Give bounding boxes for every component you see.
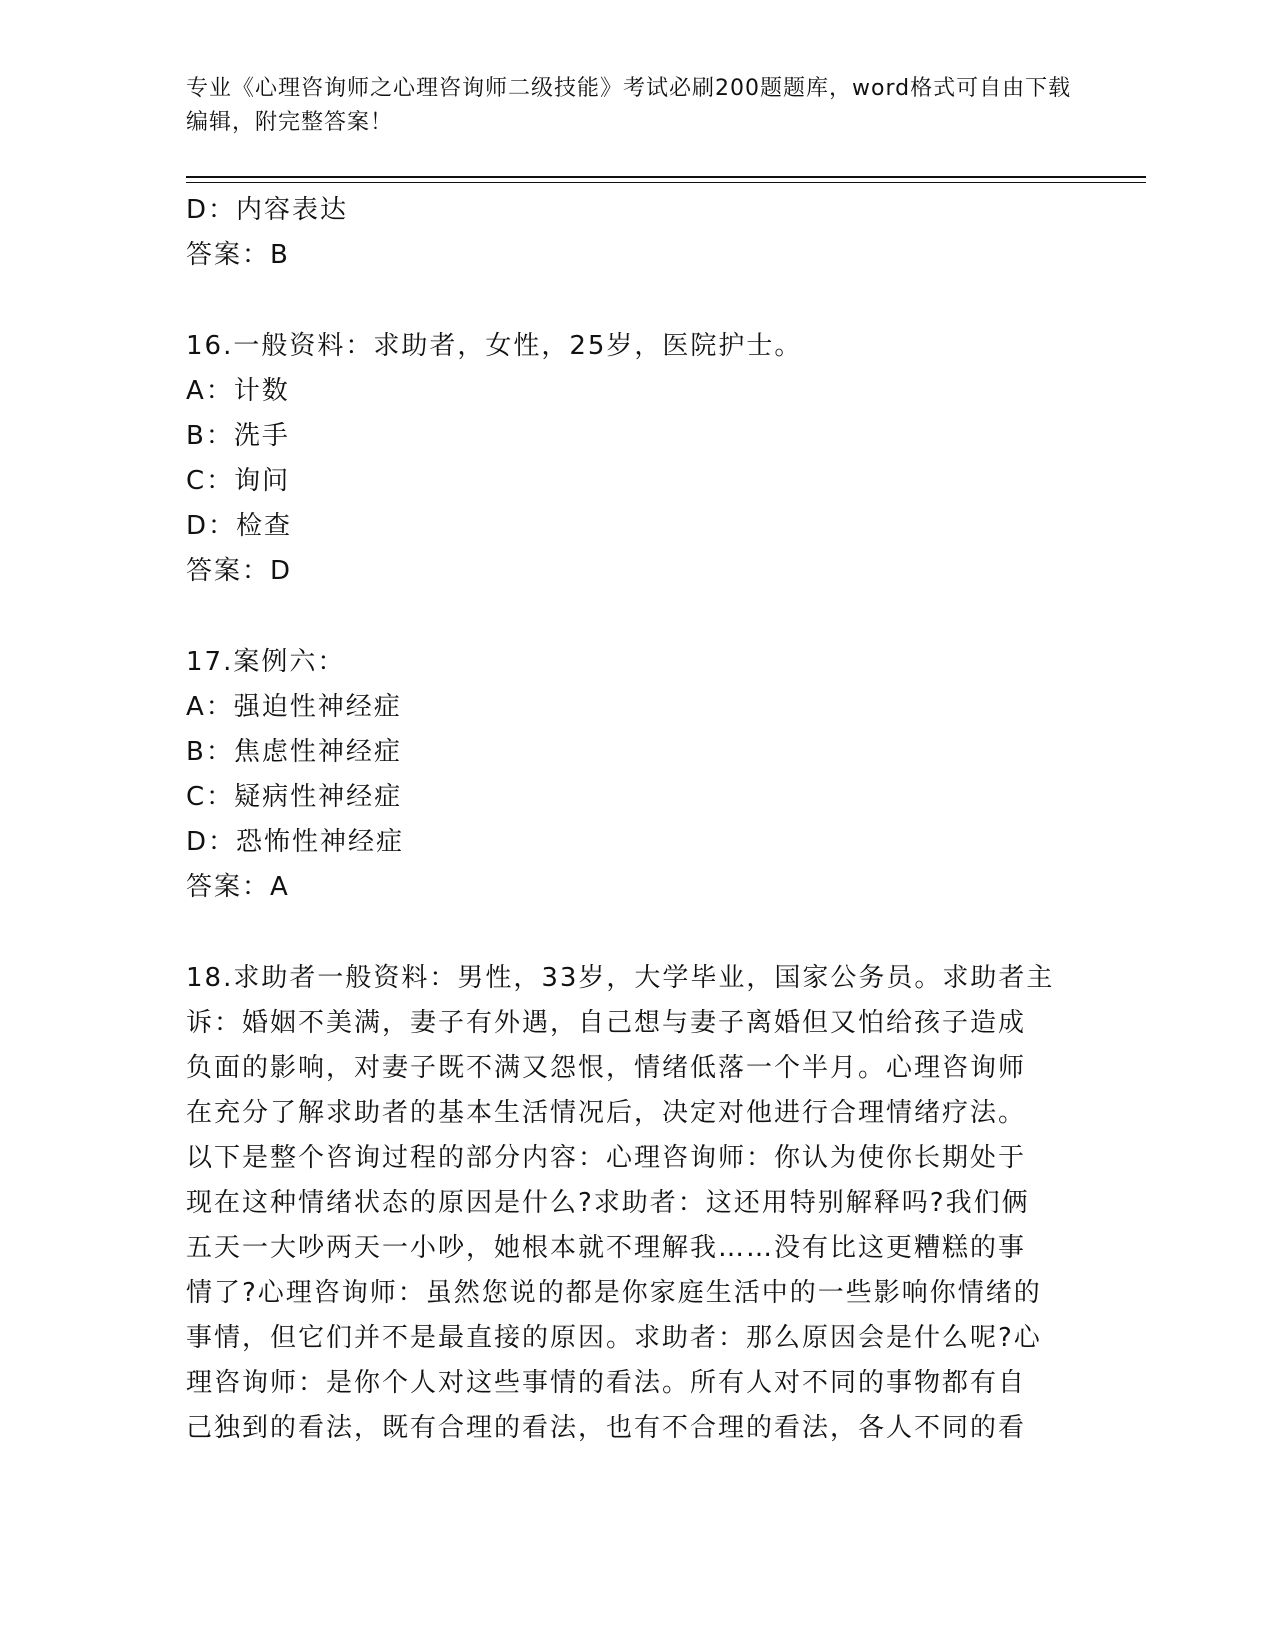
spacer (186, 910, 1106, 956)
header-rule-thick (186, 176, 1146, 178)
option-c: C：疑病性神经症 (186, 782, 403, 812)
question-15-tail (186, 188, 1106, 278)
answer: 答案：B (186, 240, 290, 270)
option-d: D：检查 (186, 511, 293, 541)
question-stem: 16.一般资料：求助者，女性，25岁，医院护士。 (186, 331, 803, 361)
paragraph-line: 现在这种情绪状态的原因是什么?求助者：这还用特别解释吗?我们俩 (186, 1188, 1030, 1218)
paragraph-line: 负面的影响，对妻子既不满又怨恨，情绪低落一个半月。心理咨询师 (186, 1053, 1027, 1083)
document-header (186, 72, 1086, 140)
option-d: D：恐怖性神经症 (186, 827, 405, 857)
document-body (186, 188, 1106, 1451)
paragraph-line: 理咨询师：是你个人对这些事情的看法。所有人对不同的事物都有自 (186, 1368, 1027, 1398)
option-d: D：内容表达 (186, 195, 349, 225)
paragraph-line: 在充分了解求助者的基本生活情况后，决定对他进行合理情绪疗法。 (186, 1098, 1027, 1128)
paragraph-line: 以下是整个咨询过程的部分内容：心理咨询师：你认为使你长期处于 (186, 1143, 1027, 1173)
answer: 答案：D (186, 556, 293, 586)
answer: 答案：A (186, 872, 290, 902)
option-a: A：计数 (186, 376, 290, 406)
paragraph-line: 18.求助者一般资料：男性，33岁，大学毕业，国家公务员。求助者主 (186, 963, 1055, 993)
question-stem: 17.案例六： (186, 647, 346, 677)
paragraph-line: 己独到的看法，既有合理的看法，也有不合理的看法，各人不同的看 (186, 1413, 1027, 1443)
spacer (186, 278, 1106, 324)
paragraph-line: 情了?心理咨询师：虽然您说的都是你家庭生活中的一些影响你情绪的 (186, 1278, 1042, 1308)
question-16 (186, 324, 1106, 594)
paragraph-line: 诉：婚姻不美满，妻子有外遇，自己想与妻子离婚但又怕给孩子造成 (186, 1008, 1027, 1038)
paragraph-line: 事情，但它们并不是最直接的原因。求助者：那么原因会是什么呢?心 (186, 1323, 1042, 1353)
option-b: B：焦虑性神经症 (186, 737, 402, 767)
question-18 (186, 956, 1106, 1451)
spacer (186, 594, 1106, 640)
option-a: A：强迫性神经症 (186, 692, 402, 722)
header-rule-thin (186, 182, 1146, 183)
paragraph-line: 五天一大吵两天一小吵，她根本就不理解我……没有比这更糟糕的事 (186, 1233, 1027, 1263)
option-c: C：询问 (186, 466, 291, 496)
option-b: B：洗手 (186, 421, 290, 451)
header-text: 专业《心理咨询师之心理咨询师二级技能》考试必刷200题题库，word格式可自由下载编辑，附完整答案！ (186, 76, 1072, 135)
question-17 (186, 640, 1106, 910)
